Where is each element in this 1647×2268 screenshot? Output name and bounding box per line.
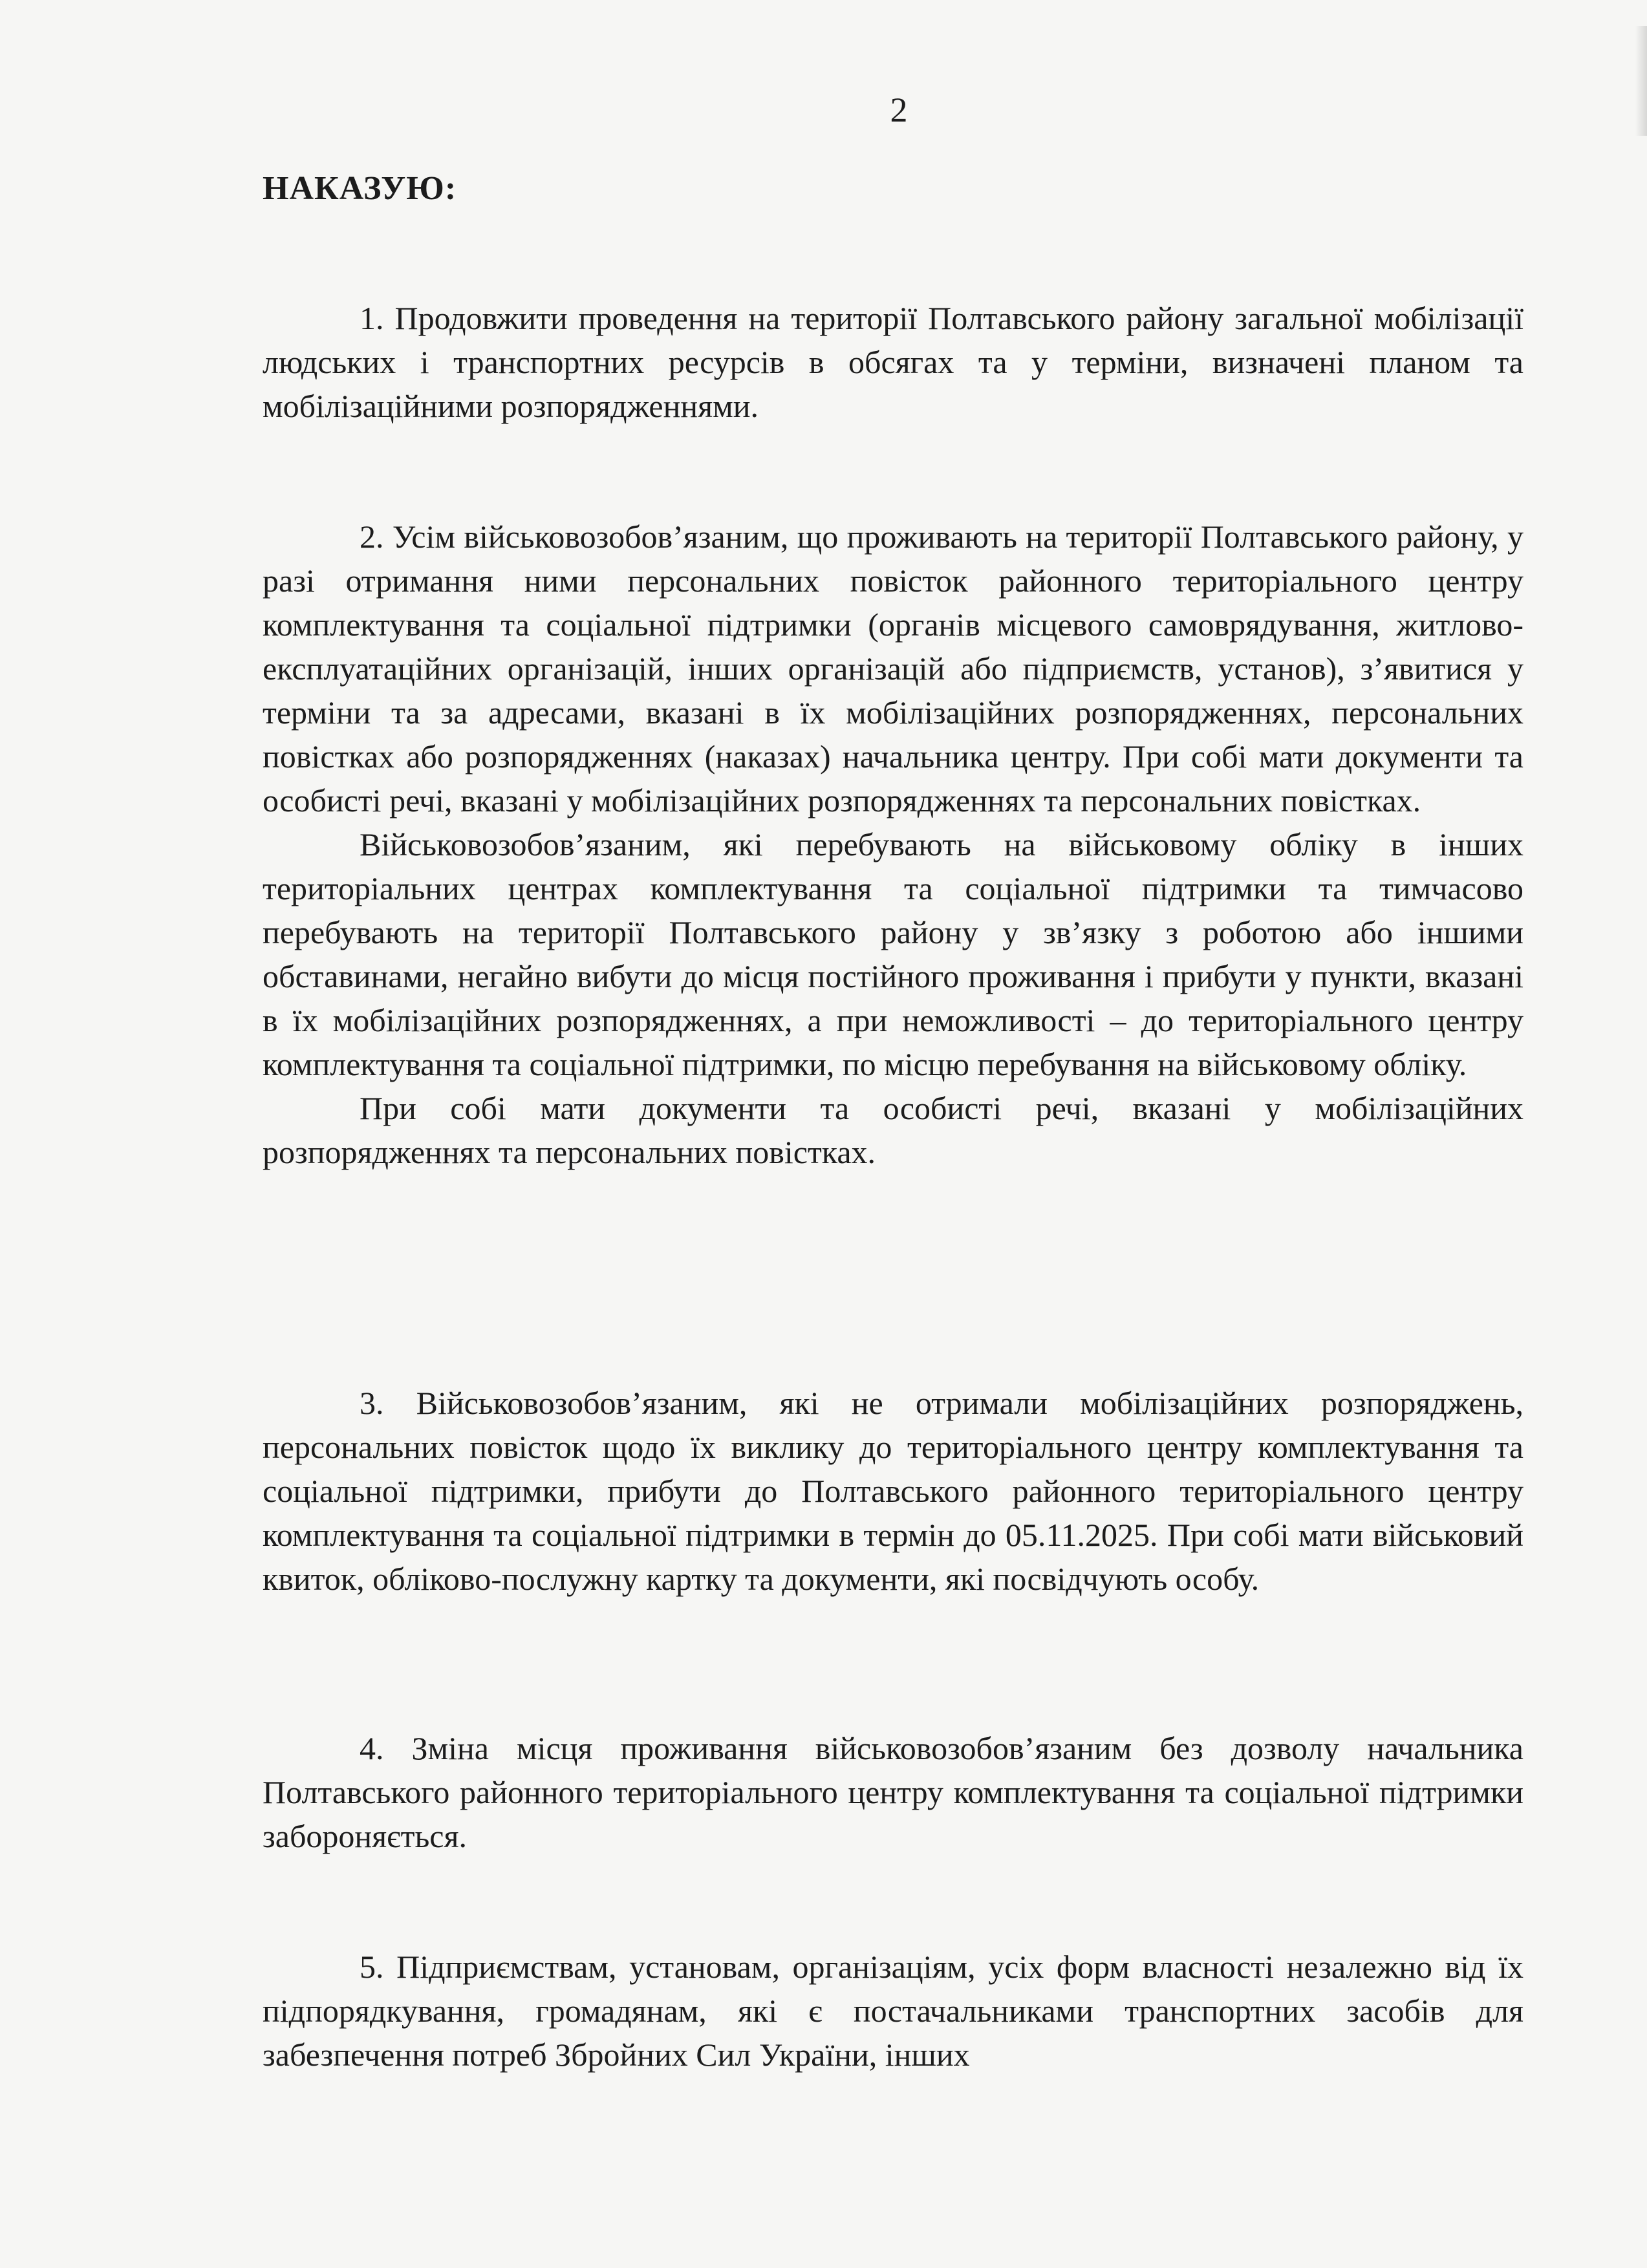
- section-3: [263, 1381, 1523, 1601]
- paragraph-2-continued: Військовозобов’язаним, які перебувають на військовому обліку в інших територіальних центрах комплектування та соціальної підтримки та тимчасово перебувають на території Полтавського району у зв’язку з роботою або іншими обставинами, негайно вибути до місця постійного проживання і прибути у пункти, вказані в їх мобілізаційних розпорядженнях, а при неможливості – до територіального центру комплектування та соціальної підтримки, по місцю перебування на військовому обліку.: [263, 826, 1523, 1082]
- paragraph-4: 4. Зміна місця проживання військовозобов’язаним без дозволу начальника Полтавського районного територіального центру комплектування та соціальної підтримки забороняється.: [263, 1730, 1523, 1854]
- section-5: [263, 1945, 1523, 2077]
- order-heading: НАКАЗУЮ:: [263, 170, 457, 207]
- paragraph-2-items: При собі мати документи та особисті речі, вказані у мобілізаційних розпорядженнях та персональних повістках.: [263, 1090, 1523, 1170]
- page-number: 2: [890, 91, 908, 129]
- paragraph-2: 2. Усім військовозобов’язаним, що проживають на території Полтавського району, у разі отримання ними персональних повісток районного територіального центру комплектування та соціальної підтримки (органів місцевого самоврядування, житлово-експлуатаційних організацій, інших організацій або підприємств, установ), з’явитися у терміни та за адресами, вказані в їх мобілізаційних розпорядженнях, персональних повістках або розпорядженнях (наказах) начальника центру. При собі мати документи та особисті речі, вказані у мобілізаційних розпорядженнях та персональних повістках.: [263, 519, 1523, 818]
- paragraph-1: 1. Продовжити проведення на території Полтавського району загальної мобілізації людських і транспортних ресурсів в обсягах та у терміни, визначені планом та мобілізаційними розпорядженнями.: [263, 300, 1523, 424]
- section-4: [263, 1726, 1523, 1858]
- paragraph-5: 5. Підприємствам, установам, організаціям, усіх форм власності незалежно від їх підпорядкування, громадянам, які є постачальниками транспортних засобів для забезпечення потреб Збройних Сил України, інших: [263, 1949, 1523, 2073]
- paragraph-3: 3. Військовозобов’язаним, які не отримали мобілізаційних розпоряджень, персональних повісток щодо їх виклику до територіального центру комплектування та соціальної підтримки, прибути до Полтавського районного територіального центру комплектування та соціальної підтримки в термін до 05.11.2025. При собі мати військовий квиток, обліково-послужну картку та документи, які посвідчують особу.: [263, 1385, 1523, 1597]
- section-2: [263, 515, 1523, 1174]
- section-1: [263, 296, 1523, 428]
